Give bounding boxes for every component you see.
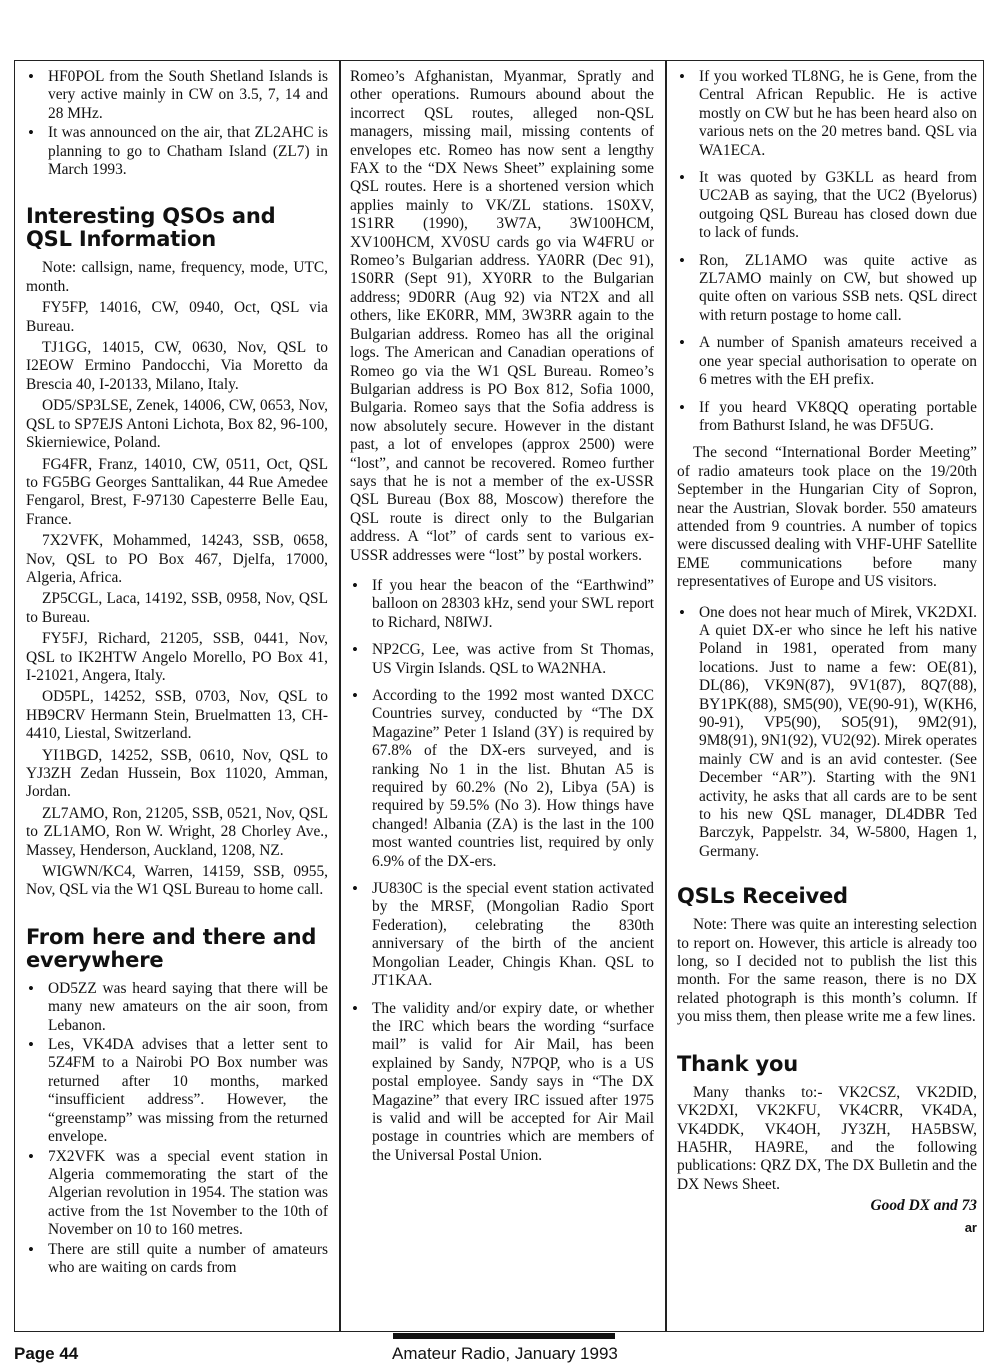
here-there-bullet-list: [26, 980, 328, 1278]
bullet-item: • The validity and/or expiry date, or whether the IRC which bears the wording “surface mail” is valid for Air Mail, has been explained by Sandy, N7PQP, who is a US postal employee. Sandy says in “The DX Magazine” that every IRC issued after 1975 is valid and will be accepted for Air Mail postage in countries which are members of the Universal Postal Union.: [350, 1000, 654, 1166]
qso-entry: FG4FR, Franz, 14010, CW, 0511, Oct, QSL to FG5BG Georges Santtalikan, 44 Rue Amedee Fengarol, Brest, F-97130 Capesterre Belle Eau, France.: [26, 455, 328, 528]
qso-note: Note: callsign, name, frequency, mode, UTC, month.: [26, 259, 328, 295]
bullet-item: • Ron, ZL1AMO was quite active as ZL7AMO mainly on CW, but showed up quite often on various SSB nets. QSL direct with return postage to home call.: [677, 252, 977, 326]
section-heading-qso: Interesting QSOs and QSL Information: [26, 204, 276, 252]
qso-entry: FY5FJ, Richard, 21205, SSB, 0441, Nov, QSL to IK2HTW Angelo Morello, PO Box 41, I-21021, Angera, Italy.: [26, 630, 328, 684]
bullet-item: • Les, VK4DA advises that a letter sent to 5Z4FM to a Nairobi PO Box number was returned after 10 months, marked “insufficient address”. However, the “greenstamp” was missing from the returned envelope.: [26, 1036, 328, 1146]
qso-entry: OD5PL, 14252, SSB, 0703, Nov, QSL to HB9CRV Hermann Stein, Bruelmatten 13, CH-4410, Liestal, Switzerland.: [26, 688, 328, 743]
border-meeting-paragraph: The second “International Border Meeting” of radio amateurs took place on the 19/20th September in the Hungarian City of Sopron, near the Austrian, Slovak border. 550 amateurs attended from 9 countries. A number of topics were discussed dealing with VHF-UHF Satellite EME communications before many representatives of Europe and US visitors.: [677, 444, 977, 591]
magazine-issue: Amateur Radio, January 1993: [392, 1344, 618, 1363]
column-divider: [339, 60, 341, 1332]
bullet-item: • One does not hear much of Mirek, VK2DXI. A quiet DX-er who since he left his native Poland in 1981, operated from many locations. Just to name a few: OE(81), DL(86), VK9N(87), 9V1(87), 8Q7(88), BY1PK(88), SM5(90), VE(90-91), W(KH6, 90-91), VP5(90), SO5(91), 9M2(91), 9M8(91), 9N1(92), VU2(92). Mirek operates mainly CW and is an avid contester. (See December “AR”). Starting with the 9N1 activity, he asks that all cards are to be sent to his new QSL manager, DL4DBR Ted Barczyk, Pappelstr. 34, W-5800, Hagen 1, Germany.: [677, 604, 977, 862]
column-3: [677, 68, 977, 1240]
bullet-item: • 7X2VFK was a special event station in Algeria commemorating the start of the Algerian revolution in 1954. The station was active from the 1st November to the 10th of November on 10 to 160 metres.: [26, 1148, 328, 1240]
bullet-item: • There are still quite a number of amateurs who are waiting on cards from: [26, 1241, 328, 1278]
bullet-item: • If you worked TL8NG, he is Gene, from the Central African Republic. He is active mostly on CW but he has been heard also on various nets on the 20 metres band. QSL via WA1ECA.: [677, 68, 977, 160]
page-number: Page 44: [14, 1344, 79, 1363]
qso-entry: TJ1GG, 14015, CW, 0630, Nov, QSL to I2EOW Ermino Pandocchi, Via Moretto da Brescia 40, I-20133, Milano, Italy.: [26, 339, 328, 393]
continuation-paragraph: Romeo’s Afghanistan, Myanmar, Spratly and other operations. Rumours abound about the incorrect QSL routes, alleged non-QSL managers, missing mail, missing contents of envelopes etc. Romeo has now sent a lengthy FAX to the “DX News Sheet” explaining some QSL routes. Here is a shortened version which applies mainly to VK/ZL stations. 1S0XV, 1S1RR (1990), 3W7A, 3W100HCM, XV100HCM, XV0SU cards go via W4FRU or Romeo’s Bulgarian address. YA0RR (Dec 91), 1S0RR (Sept 91), XY0RR to the Bulgarian address; 9D0RR (Aug 92) via NT2X and all others, like EK0RR, MM, 3W3RR again to the Bulgarian address. Romeo has all the original logs. The American and Canadian operations of Romeo go via the W1 QSL Bureau. Romeo’s Bulgarian address is PO Box 812, Sofia 1000, Bulgaria. Romeo says that the Sofia address is now absolutely secure. However in the distant past, a lot of envelopes (approx 2500) were “lost”, and cannot be recovered. Romeo further says that he is not a member of the ex-USSR QSL Bureau (Box 88, Moscow) therefore the QSL route is direct only to the Bulgarian address. A “lot” of cards sent to various ex-USSR addresses were “lost” by postal workers.: [350, 68, 654, 564]
bullet-item: • HF0POL from the South Shetland Islands is very active mainly in CW on 3.5, 7, 14 and 28 MHz.: [26, 68, 328, 123]
qso-entry: 7X2VFK, Mohammed, 14243, SSB, 0658, Nov, QSL to PO Box 467, Djelfa, 17000, Algeria, Africa.: [26, 532, 328, 586]
bullet-item: • According to the 1992 most wanted DXCC Countries survey, conducted by “The DX Magazine” Peter 1 Island (3Y) is required by 67.8% of the DX-ers surveyed, and is ranking No 1 in the list. Bhutan A5 is required by 60.2% (No 2), Libya (5A) is required by 59.5% (No 3). How things have changed! Albania (ZA) is the last in the 100 most wanted countries list, required by only 6.9% of the DX-ers.: [350, 687, 654, 871]
qsls-received-text: Note: There was quite an interesting selection to report on. However, this article is already too long, so I decided not to publish the list this month. For the same reason, there is no DX related photograph is this month’s column. If you miss them, then please write me a few lines.: [677, 916, 977, 1026]
qso-entry: WIGWN/KC4, Warren, 14159, SSB, 0955, Nov, QSL via the W1 QSL Bureau to home call.: [26, 863, 328, 899]
qso-entry: FY5FP, 14016, CW, 0940, Oct, QSL via Bureau.: [26, 299, 328, 335]
bullet-item: • OD5ZZ was heard saying that there will be many new amateurs on the air soon, from Lebanon.: [26, 980, 328, 1035]
intro-bullet-list: [26, 68, 328, 179]
bullet-item: • JU830C is the special event station activated by the MRSF, (Mongolian Radio Sport Federation), celebrating the 830th anniversary of the birth of the ancient Mongolian Leader, Chingis Khan. QSL to JT1KAA.: [350, 880, 654, 990]
qso-entry: ZL7AMO, Ron, 21205, SSB, 0521, Nov, QSL to ZL1AMO, Ron W. Wright, 28 Chorley Ave., Massey, Henderson, Auckland, 1208, NZ.: [26, 804, 328, 859]
bullet-item: • If you heard VK8QQ operating portable from Bathurst Island, he was DF5UG.: [677, 399, 977, 436]
section-heading-thank-you: Thank you: [677, 1051, 798, 1076]
column-1: [26, 68, 328, 1280]
bullet-item: • NP2CG, Lee, was active from St Thomas, US Virgin Islands. QSL to WA2NHA.: [350, 641, 654, 678]
signoff: Good DX and 73: [870, 1197, 977, 1215]
column-2: [350, 68, 654, 1174]
col3-bullet-list: [677, 68, 977, 435]
col2-bullet-list: [350, 577, 654, 1165]
bullet-item: • A number of Spanish amateurs received a one year special authorisation to operate on 6 metres with the EH prefix.: [677, 334, 977, 389]
thank-you-text: Many thanks to:- VK2CSZ, VK2DID, VK2DXI, VK2KFU, VK4CRR, VK4DA, VK4DDK, VK4OH, JY3ZH, HA5BSW, HA5HR, HA9RE, and the following publications: QRZ DX, The DX Bulletin and the DX News Sheet.: [677, 1083, 977, 1193]
section-heading-here-there: From here and there and everywhere: [26, 924, 317, 972]
qso-entry: OD5/SP3LSE, Zenek, 14006, CW, 0653, Nov, QSL to SP7EJS Antoni Lichota, Box 82, 96-100, Skierniewice, Poland.: [26, 397, 328, 452]
bullet-item: • If you hear the beacon of the “Earthwind” balloon on 28303 kHz, send your SWL report to Richard, N8IWJ.: [350, 577, 654, 632]
mirek-bullet-list: [677, 604, 977, 862]
qso-entry: ZP5CGL, Laca, 14192, SSB, 0958, Nov, QSL to Bureau.: [26, 590, 328, 626]
section-heading-qsls-received: QSLs Received: [677, 884, 848, 909]
author-initials: ar: [964, 1219, 977, 1235]
bullet-item: • It was announced on the air, that ZL2AHC is planning to go to Chatham Island (ZL7) in March 1993.: [26, 124, 328, 179]
column-divider: [665, 60, 667, 1332]
footer-rule: [393, 1333, 615, 1339]
qso-entry: YI1BGD, 14252, SSB, 0610, Nov, QSL to YJ3ZH Zedan Hussein, Box 11020, Amman, Jordan.: [26, 746, 328, 801]
bullet-item: • It was quoted by G3KLL as heard from UC2AB as saying, that the UC2 (Byelorus) outgoing QSL Bureau has closed down due to lack of funds.: [677, 169, 977, 243]
